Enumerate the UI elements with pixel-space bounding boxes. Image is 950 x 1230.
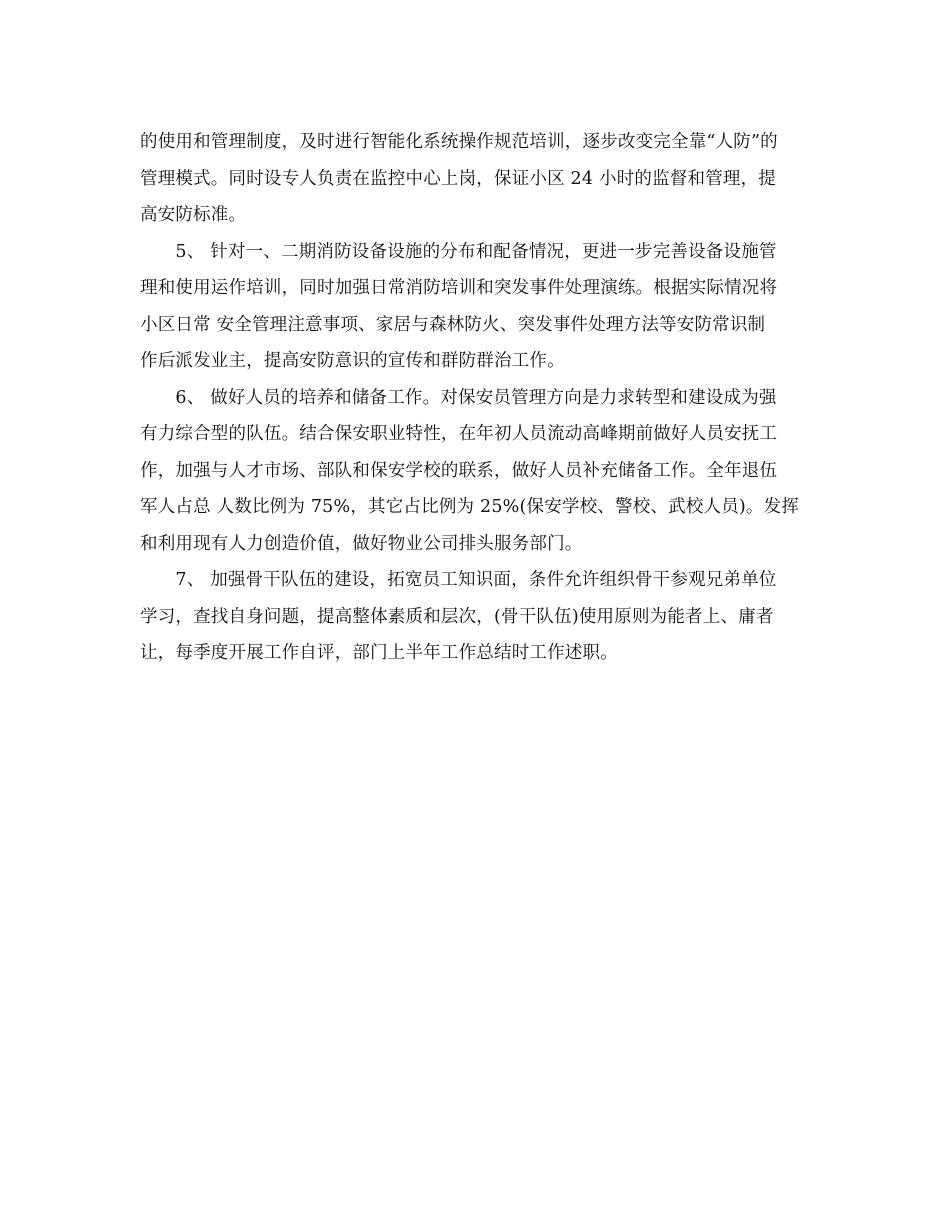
text-line: 学习，查找自身问题，提高整体素质和层次，(骨干队伍)使用原则为能者上、庸者 <box>140 606 774 627</box>
document-body <box>140 124 810 672</box>
text-line: 的使用和管理制度，及时进行智能化系统操作规范培训，逐步改变完全靠“人防”的 <box>140 132 778 152</box>
paragraph-item-5 <box>140 234 810 380</box>
text-line: 理和使用运作培训，同时加强日常消防培训和突发事件处理演练。根据实际情况将 <box>140 278 778 298</box>
paragraph-item-7 <box>140 562 810 672</box>
text-line: 5、 针对一、二期消防设备设施的分布和配备情况，更进一步完善设备设施管 <box>140 241 777 262</box>
text-line: 让，每季度开展工作自评，部门上半年工作总结时工作述职。 <box>140 643 618 663</box>
text-line: 6、 做好人员的培养和储备工作。对保安员管理方向是力求转型和建设成为强 <box>140 387 777 408</box>
text-line: 和利用现有人力创造价值，做好物业公司排头服务部门。 <box>140 533 583 554</box>
text-line: 7、 加强骨干队伍的建设，拓宽员工知识面，条件允许组织骨干参观兄弟单位 <box>140 570 777 590</box>
paragraph-continued <box>140 124 810 234</box>
text-line: 高安防标准。 <box>140 205 247 225</box>
text-line: 军人占总 人数比例为 75%，其它占比例为 25%(保安学校、警校、武校人员)。发挥 <box>140 497 800 517</box>
text-line: 作，加强与人才市场、部队和保安学校的联系，做好人员补充储备工作。全年退伍 <box>140 460 778 481</box>
paragraph-item-6 <box>140 380 810 563</box>
text-line: 作后派发业主，提高安防意识的宣传和群防群治工作。 <box>140 351 565 371</box>
text-line: 小区日常 安全管理注意事项、家居与森林防火、突发事件处理方法等安防常识制 <box>140 314 766 335</box>
text-line: 管理模式。同时设专人负责在监控中心上岗，保证小区 24 小时的监督和管理，提 <box>140 168 776 189</box>
text-line: 有力综合型的队伍。结合保安职业特性，在年初人员流动高峰期前做好人员安抚工 <box>140 424 778 444</box>
